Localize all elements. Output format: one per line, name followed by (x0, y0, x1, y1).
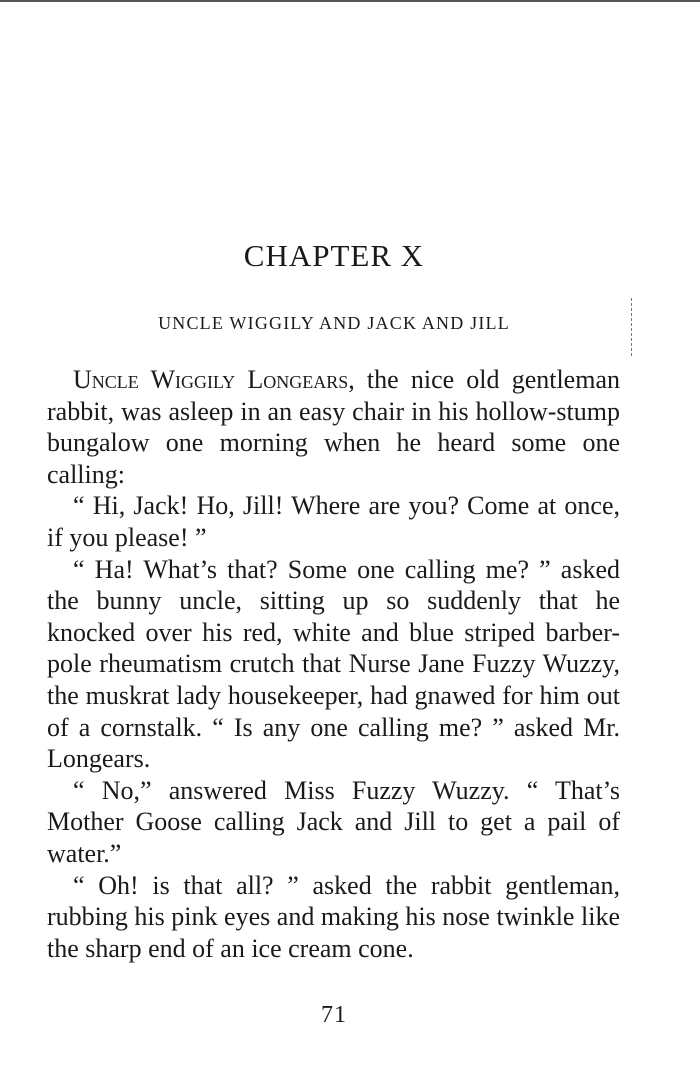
top-edge-rule (0, 0, 700, 2)
paragraph-3: “ Ha! What’s that? Some one calling me? ” asked the bunny uncle, sitting up so suddenly that he knocked over his red, white and blue striped barber-pole rheumatism crutch that Nurse Jane Fuzzy Wuzzy, the muskrat lady housekeeper, had gnawed for him out of a cornstalk. “ Is any one calling me? ” asked Mr. Longears. (47, 554, 620, 774)
paragraph-1 (47, 364, 620, 490)
paragraph-text: the nice old gentleman rabbit, was asleep in an easy chair in his hollow-stump bungalow one morning when he heard some one calling: (47, 365, 620, 489)
page-number: 71 (321, 1002, 347, 1028)
chapter-title: CHAPTER X (243, 238, 425, 273)
chapter-subtitle: UNCLE WIGGILY AND JACK AND JILL (158, 313, 510, 333)
body-text (47, 364, 620, 964)
paragraph-4: “ No,” answered Miss Fuzzy Wuzzy. “ That’s Mother Goose calling Jack and Jill to get a pail of water.” (47, 775, 620, 868)
paragraph-2: “ Hi, Jack! Ho, Jill! Where are you? Come at once, if you please! ” (47, 491, 620, 552)
paragraph-lead: Uncle Wiggily Longears, (73, 365, 355, 394)
paragraph-5: “ Oh! is that all? ” asked the rabbit gentleman, rubbing his pink eyes and making his nose twinkle like the sharp end of an ice cream cone. (47, 870, 620, 963)
